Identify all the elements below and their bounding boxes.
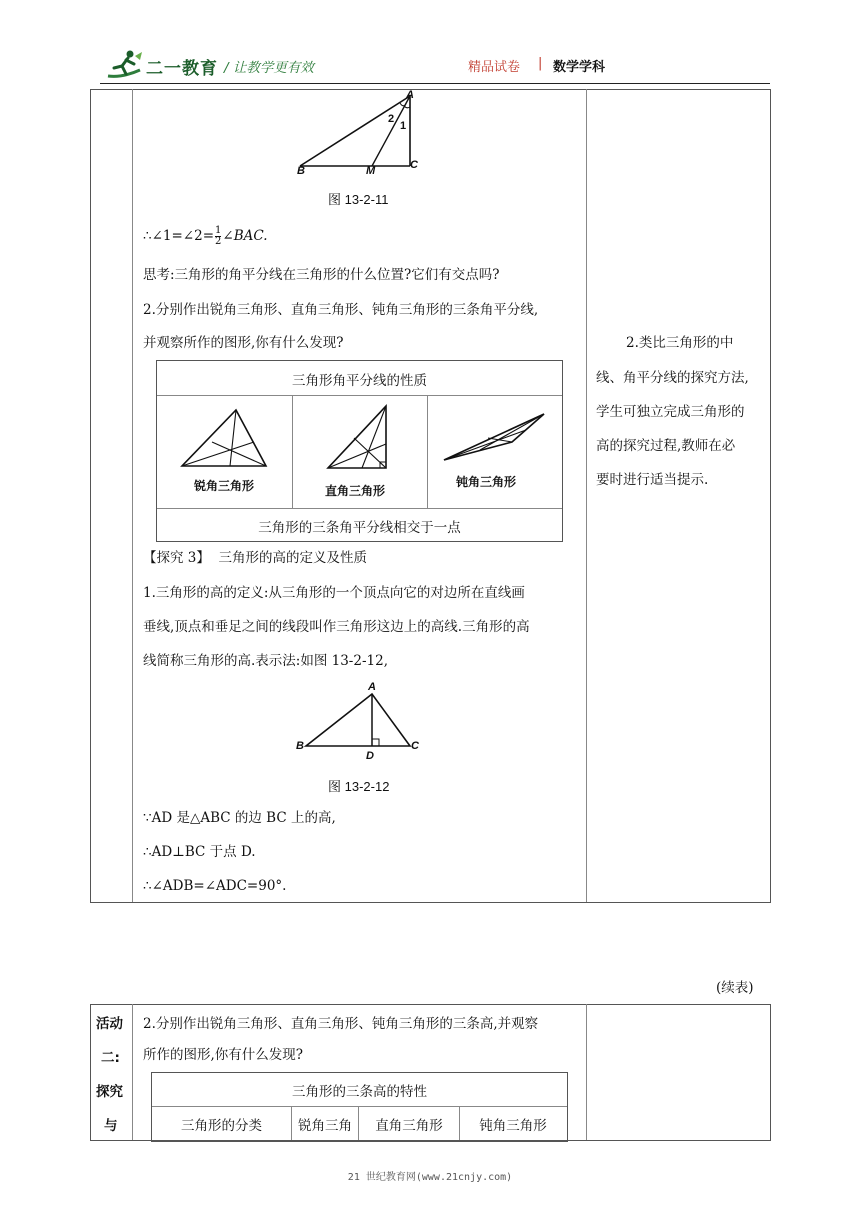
bisector-table-conclusion: 三角形的三条角平分线相交于一点 — [258, 520, 461, 536]
fraction-num: 1 — [215, 225, 222, 236]
teacher-note-line4: 高的探究过程,教师在必 — [596, 438, 736, 454]
height-definition-line3: 线简称三角形的高.表示法:如图 13-2-12, — [143, 653, 388, 669]
figure-13-2-11 — [290, 90, 430, 182]
height-definition-line1: 1.三角形的高的定义:从三角形的一个顶点向它的对边所在直线画 — [143, 585, 525, 601]
fig2-label-A: A — [368, 681, 376, 693]
think-question: 思考:三角形的角平分线在三角形的什么位置?它们有交点吗? — [143, 267, 500, 283]
height-figure — [296, 688, 420, 752]
header-slogan: / 让教学更有效 — [224, 60, 314, 76]
acute-triangle-label: 锐角三角形 — [194, 479, 255, 493]
heights-task-line2: 所作的图形,你有什么发现? — [143, 1047, 304, 1063]
main-table-divider-left — [132, 89, 133, 902]
main-table-divider-right — [586, 89, 587, 902]
explore3-tag: 【探究 3】 — [143, 550, 210, 566]
header-subject: 数学学科 — [553, 60, 606, 75]
teacher-note-line2: 线、角平分线的探究方法, — [596, 370, 749, 386]
figure-13-2-12 — [296, 688, 420, 752]
text: ∠BAC. — [222, 228, 268, 244]
fig2-label-D: D — [366, 750, 374, 762]
teacher-note-line5: 要时进行适当提示. — [596, 472, 709, 488]
figure-caption: 图 13-2-12 — [328, 779, 390, 794]
task2-line2: 并观察所作的图形,你有什么发现? — [143, 335, 344, 351]
fraction-den: 2 — [215, 236, 222, 247]
bisector-table-rule — [157, 508, 562, 509]
continued-label: (续表) — [716, 980, 754, 996]
logo-text: 二一教育 — [146, 59, 218, 79]
activity-label-1: 活动 — [96, 1016, 123, 1032]
teacher-note-line3: 学生可独立完成三角形的 — [596, 404, 745, 420]
continued-table-divider — [132, 1004, 133, 1140]
fig1-angle-2: 2 — [388, 113, 395, 125]
activity-label-2: 二: — [101, 1050, 120, 1066]
logo-icon — [104, 48, 146, 80]
heights-table-rule — [152, 1106, 567, 1107]
fig2-label-C: C — [411, 740, 419, 752]
header-separator: | — [538, 56, 543, 71]
obtuse-triangle-label: 钝角三角形 — [456, 475, 517, 489]
header-rule — [100, 83, 770, 84]
acute-bisector-diagram — [178, 406, 274, 470]
right-bisector-diagram — [324, 402, 392, 472]
bisector-table-rule — [157, 395, 562, 396]
activity-label-3: 探究 — [96, 1084, 123, 1100]
heights-task-line1: 2.分别作出锐角三角形、直角三角形、钝角三角形的三条高,并观察 — [143, 1016, 539, 1032]
bisector-table-rule — [292, 396, 293, 508]
fig2-label-B: B — [296, 740, 304, 752]
fraction — [215, 226, 221, 247]
proof-line2: ∴AD⊥BC 于点 D. — [143, 844, 256, 860]
heights-table-title: 三角形的三条高的特性 — [292, 1084, 427, 1100]
continued-table-divider — [586, 1004, 587, 1140]
height-definition-line2: 垂线,顶点和垂足之间的线段叫作三角形这边上的高线.三角形的高 — [143, 619, 530, 635]
bisector-table-rule — [427, 396, 428, 508]
proof-line3: ∴∠ADB=∠ADC=90°. — [143, 878, 287, 894]
fig1-angle-1: 1 — [400, 120, 407, 132]
text: ∴∠1=∠2= — [143, 228, 215, 244]
figure-caption: 图 13-2-11 — [328, 192, 389, 207]
bisector-table-title: 三角形角平分线的性质 — [292, 373, 427, 389]
right-triangle-label: 直角三角形 — [325, 484, 386, 498]
fig1-label-B: B — [297, 165, 305, 177]
teacher-note-line1: 2.类比三角形的中 — [626, 335, 734, 351]
explore3-heading — [143, 548, 367, 568]
header-tag: 精品试卷 — [468, 60, 521, 75]
fig1-label-M: M — [366, 165, 376, 177]
fig1-label-A: A — [406, 89, 414, 101]
explore3-title: 三角形的高的定义及性质 — [218, 550, 367, 566]
fig1-label-C: C — [410, 159, 418, 171]
proof-line1: ∵AD 是△ABC 的边 BC 上的高, — [143, 810, 336, 826]
heights-col-right: 直角三角形 — [375, 1118, 443, 1134]
activity-label-4: 与 — [104, 1118, 118, 1134]
obtuse-bisector-diagram — [440, 410, 548, 466]
heights-col-classification: 三角形的分类 — [181, 1118, 262, 1134]
task2-line1: 2.分别作出锐角三角形、直角三角形、钝角三角形的三条角平分线, — [143, 302, 539, 318]
bisector-conclusion — [143, 226, 268, 247]
bisector-figure — [290, 90, 430, 182]
page-footer: 21 世纪教育网(www.21cnjy.com) — [347, 1172, 513, 1183]
heights-col-obtuse: 钝角三角形 — [479, 1118, 547, 1134]
heights-col-acute: 锐角三角 — [298, 1118, 352, 1134]
